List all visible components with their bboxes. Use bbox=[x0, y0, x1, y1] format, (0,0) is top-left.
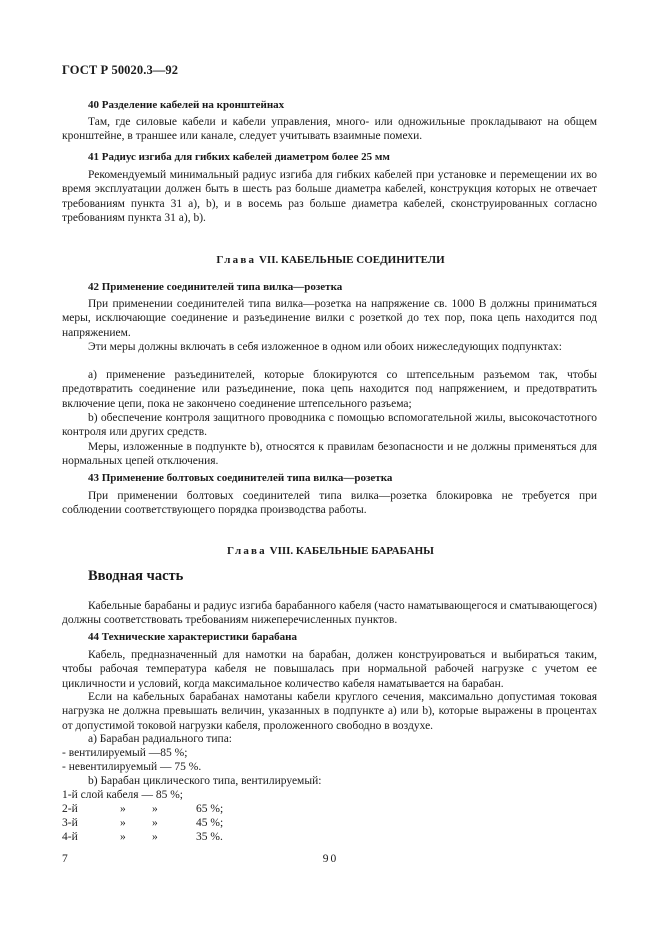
radial-non-ventilated: - невентилируемый — 75 %. bbox=[62, 761, 202, 773]
layer-4-ditto-1: » bbox=[120, 831, 126, 843]
layer-2-value: 65 %; bbox=[196, 803, 224, 815]
drum-cyclic-type: b) Барабан циклического типа, вентилируемый: bbox=[88, 775, 322, 787]
chapter-7-prefix: Глава bbox=[216, 254, 257, 266]
chapter-7-title bbox=[0, 254, 661, 266]
layer-1: 1-й слой кабеля — 85 %; bbox=[62, 789, 183, 801]
section-44-heading: 44 Технические характеристики барабана bbox=[88, 631, 297, 643]
section-41-paragraph: Рекомендуемый минимальный радиус изгиба для гибких кабелей при установке и перемещении их во время эксплуатации должен быть в шесть раз больше диаметра кабелей, конструкция которых не отвечает требованиям пункта 31 а), b), и в восемь раз больше диаметра кабелей, сконструированных согласно требованиям пункта 31 а), b). bbox=[62, 169, 597, 224]
document-code: ГОСТ Р 50020.3—92 bbox=[62, 63, 179, 77]
layer-4-ditto-2: » bbox=[152, 831, 158, 843]
section-42-item-b: b) обеспечение контроля защитного проводника с помощью вспомогательной жилы, высокочастотного контроля или других средств. bbox=[62, 412, 597, 439]
layer-2-ditto-1: » bbox=[120, 803, 126, 815]
section-44-paragraph-1: Кабель, предназначенный для намотки на барабан, должен конструироваться и выбираться таким, чтобы рабочая температура кабеля не повышалась при нормальной рабочей нагрузке с учетом ее цикличности и условий, когда максимальное количество кабеля наматывается на барабан. bbox=[62, 649, 597, 690]
layer-4-label: 4-й bbox=[62, 831, 78, 843]
section-42-paragraph-3: Меры, изложенные в подпункте b), относятся к правилам безопасности и не должны применяться для нормальных цепей отключения. bbox=[62, 441, 597, 468]
chapter-8-title bbox=[0, 545, 661, 557]
section-42-item-a: а) применение разъединителей, которые блокируются со штепсельным разъемом так, чтобы предотвратить соединение или разъединение, пока цепь находится под напряжением, и предотвратить включение цепи, пока не закончено соединение штепсельного разъема; bbox=[62, 369, 597, 410]
layer-2-ditto-2: » bbox=[152, 803, 158, 815]
layer-3-value: 45 %; bbox=[196, 817, 224, 829]
footer-left-marker: 7 bbox=[62, 853, 68, 865]
section-42-heading: 42 Применение соединителей типа вилка—розетка bbox=[88, 281, 343, 293]
section-42-paragraph-2: Эти меры должны включать в себя изложенное в одном или обоих нижеследующих подпунктах: bbox=[88, 341, 562, 353]
layer-4-value: 35 %. bbox=[196, 831, 223, 843]
page-number: 90 bbox=[322, 853, 339, 865]
layer-3-ditto-1: » bbox=[120, 817, 126, 829]
section-43-paragraph: При применении болтовых соединителей типа вилка—розетка блокировка не требуется при соблюдении соответствующего порядка производства работы. bbox=[62, 490, 597, 517]
drum-radial-type: а) Барабан радиального типа: bbox=[88, 733, 232, 745]
layer-2-label: 2-й bbox=[62, 803, 78, 815]
section-40-heading: 40 Разделение кабелей на кронштейнах bbox=[88, 99, 285, 111]
layer-3-ditto-2: » bbox=[152, 817, 158, 829]
layer-3-label: 3-й bbox=[62, 817, 78, 829]
section-44-paragraph-2: Если на кабельных барабанах намотаны кабели круглого сечения, максимально допустимая токовая нагрузка не должна превышать величин, указанных в подпункте а) или b), которые выражены в процентах от допустимой токовой нагрузки кабеля, проложенного свободно в воздухе. bbox=[62, 691, 597, 732]
section-43-heading: 43 Применение болтовых соединителей типа вилка—розетка bbox=[88, 472, 393, 484]
section-40-paragraph: Там, где силовые кабели и кабели управления, много- или одножильные прокладывают на общем кронштейне, в траншее или канале, следует учитывать взаимные помехи. bbox=[62, 116, 597, 143]
intro-paragraph: Кабельные барабаны и радиус изгиба барабанного кабеля (часто наматывающегося и сматывающегося) должны соответствовать требованиям нижеперечисленных пунктов. bbox=[62, 600, 597, 627]
chapter-8-name: VIII. КАБЕЛЬНЫЕ БАРАБАНЫ bbox=[269, 545, 434, 557]
radial-ventilated: - вентилируемый —85 %; bbox=[62, 747, 188, 759]
intro-heading: Вводная часть bbox=[88, 568, 184, 584]
chapter-8-prefix: Глава bbox=[227, 545, 267, 557]
section-41-heading: 41 Радиус изгиба для гибких кабелей диаметром более 25 мм bbox=[88, 151, 390, 163]
section-42-paragraph-1: При применении соединителей типа вилка—розетка на напряжение св. 1000 В должны приниматься меры, исключающие соединение и разъединение вилки с розеткой до тех пор, пока цепь находится под напряжением. bbox=[62, 298, 597, 339]
chapter-7-name: VII. КАБЕЛЬНЫЕ СОЕДИНИТЕЛИ bbox=[258, 254, 445, 266]
